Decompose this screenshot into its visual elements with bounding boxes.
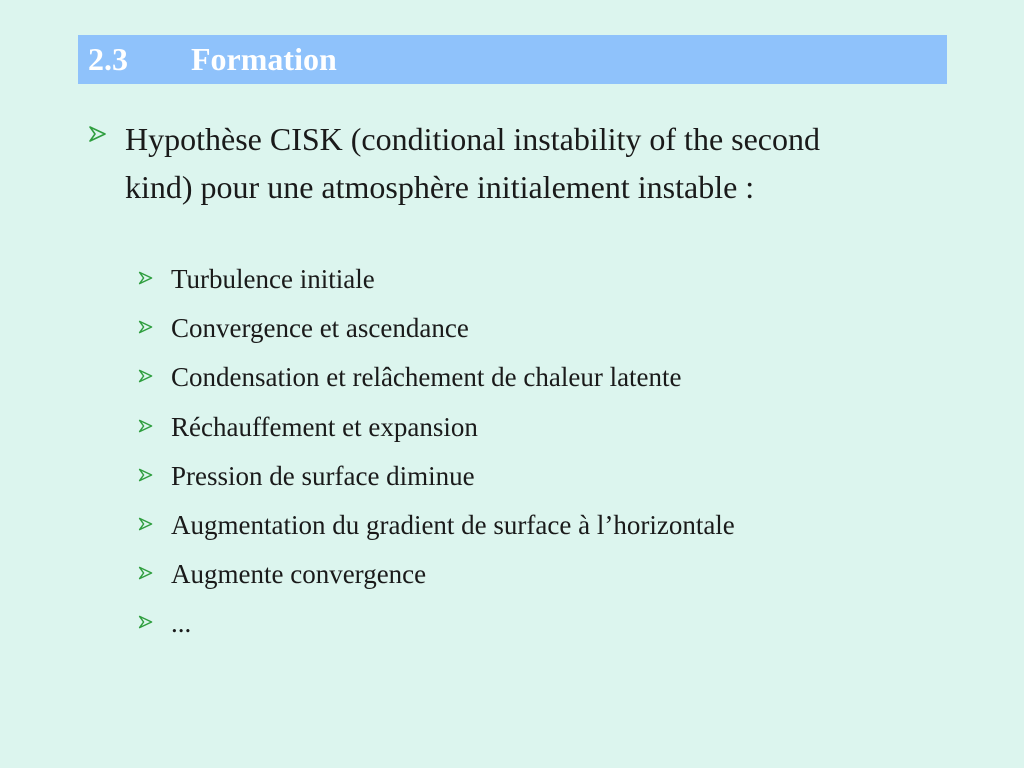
arrow-bullet-icon — [138, 319, 154, 335]
sub-bullet-item — [138, 358, 898, 407]
sub-bullet-text: Augmente convergence — [171, 559, 427, 590]
title-bar — [78, 35, 947, 84]
sub-bullet-text: Réchauffement et expansion — [171, 411, 478, 442]
arrow-bullet-icon — [138, 516, 154, 532]
main-bullet-text: Hypothèse CISK (conditional instability of the second kind) pour une atmosphère initialement instable : — [125, 121, 820, 205]
arrow-bullet-icon — [138, 565, 154, 581]
sub-bullet-text: Turbulence initiale — [171, 264, 375, 294]
arrow-bullet-icon — [138, 368, 154, 384]
sub-bullet-item — [138, 555, 898, 604]
arrow-bullet-icon — [138, 270, 154, 286]
arrow-bullet-icon — [138, 467, 154, 483]
sub-bullet-item — [138, 604, 898, 653]
sub-bullet-text: Convergence et ascendance — [171, 313, 469, 344]
arrow-bullet-icon — [138, 614, 154, 630]
section-number: 2.3 — [88, 41, 128, 77]
sub-bullet-text: ... — [171, 608, 192, 639]
sub-bullet-item — [138, 457, 898, 506]
sub-bullet-list — [138, 260, 898, 654]
sub-bullet-text: Augmentation du gradient de surface à l’horizontale — [171, 509, 735, 540]
arrow-bullet-icon — [88, 124, 108, 144]
sub-bullet-item — [138, 309, 898, 358]
sub-bullet-text: Pression de surface diminue — [171, 460, 475, 491]
sub-bullet-item — [138, 408, 898, 457]
arrow-bullet-icon — [138, 418, 154, 434]
sub-bullet-item — [138, 260, 898, 309]
sub-bullet-text: Condensation et relâchement de chaleur latente — [171, 362, 682, 393]
slide-title: Formation — [191, 41, 337, 77]
sub-bullet-item — [138, 506, 898, 555]
